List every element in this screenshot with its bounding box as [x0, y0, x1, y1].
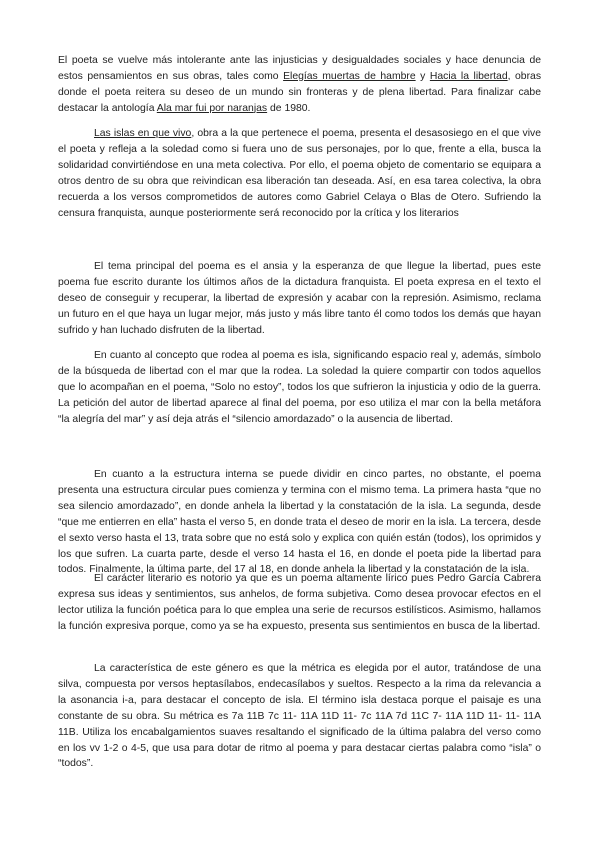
title-las-islas-en-que-vivo: Las islas en que vivo: [94, 128, 192, 139]
paragraph-1: [58, 53, 541, 117]
paragraph-2: [58, 126, 541, 221]
paragraph-1-text-a: El poeta se vuelve más intolerante ante las injusticias y desigualdades sociales y hace denuncia de estos pensamientos en sus obras, tales como: [58, 55, 541, 82]
paragraph-6: El carácter literario es notorio ya que es un poema altamente lírico pues Pedro García Cabrera expresa sus ideas y sentimientos, sus anhelos, de forma subjetiva. Como desea provocar efectos en el lector utiliza la función poética para lo que emplea una serie de recursos estilísticos. Asimismo, hallamos la función expresiva porque, como ya se ha expuesto, presenta sus sentimientos en busca de la libertad.: [58, 573, 541, 632]
paragraph-1-text-d: de 1980.: [267, 102, 311, 114]
paragraph-3: El tema principal del poema es el ansia y la esperanza de que llegue la libertad, pues este poema fue escrito durante los últimos años de la dictadura franquista. El poeta expresa en el texto el deseo de conseguir y recuperar, la libertad de expresión y acabar con la represión. Asimismo, reclama un futuro en el que haya un lugar mejor, más justo y más libre tanto él como todos los demás que hayan sufrido y han luchado disfruten de la libertad.: [58, 261, 541, 336]
paragraph-1-text-c: , obras donde el poeta reitera su deseo de un mundo sin fronteras y de plena libertad. Para finalizar cabe destacar la antología: [58, 70, 542, 114]
title-hacia-la-libertad: Hacia la libertad: [429, 70, 508, 82]
paragraph-7: La característica de este género es que la métrica es elegida por el autor, tratándose de una silva, compuesta por versos heptasílabos, endecasílabos y sueltos. Respecto a la rima da relevancia a la asonancia i-a, para destacar el concepto de isla. El término isla destaca porque el paisaje es una constante de su obra. Su métrica es 7a 11B 7c 11- 11A 11D 11- 7c 11A 7d 11C 7- 11A 11D 11- 11- 11A 11B. Utiliza los encabalgamientos suaves resaltando el significado de la última palabra del verso como en los vv 1-2 o 4-5, que usa para dotar de ritmo al poema y para destacar ciertas palabra como “isla” o “todos”.: [58, 663, 541, 770]
paragraph-1-text-b: y: [415, 70, 430, 82]
paragraph-4: En cuanto al concepto que rodea al poema es isla, significando espacio real y, además, símbolo de la búsqueda de libertad con el mar que la rodea. La soledad la quiere compartir con todos aquellos que lo acompañan en el poema, “Solo no estoy”, todos los que sufrieron la injusticia y odio de la guerra. La petición del autor de libertad aparece al final del poema, por eso utiliza el mar con la bella metáfora “la alegría del mar” y así deja atrás el “silencio amordazado” o la ausencia de libertad.: [58, 350, 541, 425]
paragraph-5: En cuanto a la estructura interna se puede dividir en cinco partes, no obstante, el poema presenta una estructura circular pues comienza y termina con el mismo tema. La primera hasta “que no sea silencio amordazado”, en donde anhela la libertad y la constatación de la isla. La segunda, desde “que me entierren en ella” hasta el verso 5, en donde trata el deseo de morir en la isla. La tercera, desde el sexto verso hasta el 13, trata sobre que no está solo y explica con quién están (todos), los oprimidos y los que sufren. La cuarta parte, desde el verso 14 hasta el 16, en donde el poeta pide la libertad para todos. Finalmente, la última parte, del 17 al 18, en donde anhela la libertad y la constatación de la isla.: [58, 469, 541, 576]
title-elegias-muertas-de-hambre: Elegías muertas de hambre: [283, 70, 416, 82]
title-ala-mar-fui-por-naranjas: Ala mar fui por naranjas: [156, 102, 268, 114]
paragraph-2-text: , obra a la que pertenece el poema, presenta el desasosiego en el que vive el poeta y refleja a la soledad como si fuera uno de sus personajes, por lo que, frente a ella, busca la solidaridad convirtiéndose en una meta colectiva. Por ello, el poema objeto de comentario se equipara a otros dentro de su obra que reivindican esa liberación tan deseada. Así, en esa tarea colectiva, la obra recuerda a los versos comprometidos de autores como Gabriel Celaya o Blas de Otero. Sufriendo la censura franquista, aunque posteriormente será reconocido por la crítica y los literarios: [58, 128, 541, 219]
